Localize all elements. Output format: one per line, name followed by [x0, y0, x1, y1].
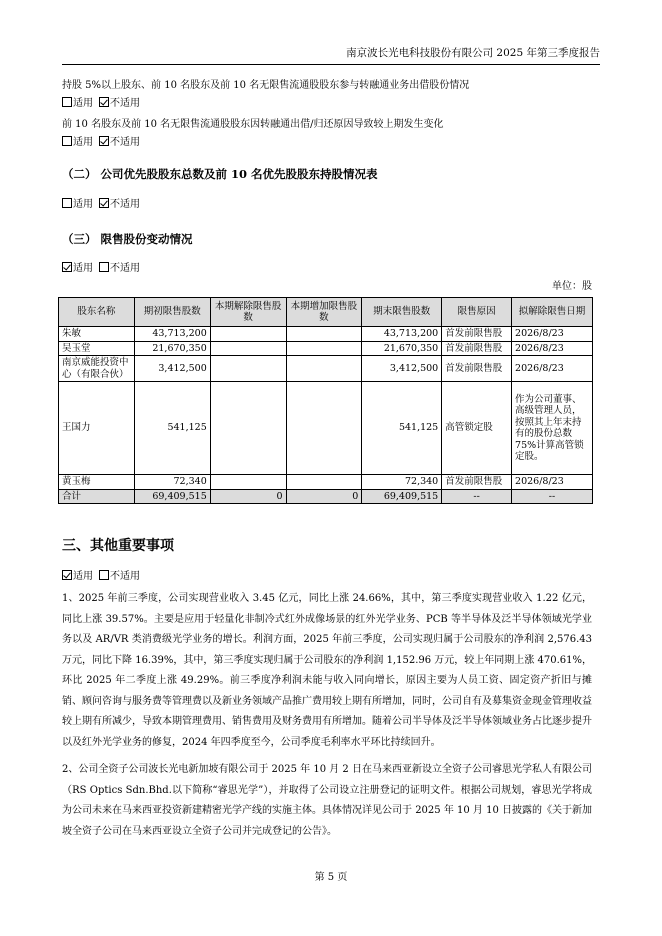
table-row: 吴玉堂 21,670,350 21,670,350 首发前限售股 2026/8/23 — [59, 341, 593, 356]
option-row-5: 适用 不适用 — [62, 570, 140, 584]
table-row: 南京威能投资中心（有限合伙） 3,412,500 3,412,500 首发前限售股 2026/8/23 — [59, 356, 593, 382]
option-row-4: 适用 不适用 — [62, 262, 140, 276]
column-header: 本期增加限售股数 — [286, 298, 362, 327]
intro-line-1: 持股 5%以上股东、前 10 名股东及前 10 名无限售流通股股东参与转融通业务出借股份情况 — [62, 80, 470, 91]
checkbox-unchecked-icon — [99, 262, 109, 272]
checkbox-unchecked-icon — [62, 198, 72, 208]
table-row: 黄玉梅 72,340 72,340 首发前限售股 2026/8/23 — [59, 475, 593, 490]
checkbox-checked-icon — [99, 97, 109, 107]
table-row: 王国力 541,125 541,125 高管锁定股 作为公司董事、高级管理人员，按照其上年末持有的股份总数 75%计算高管锁定股。 — [59, 382, 593, 475]
checkbox-unchecked-icon — [99, 570, 109, 580]
checkbox-unchecked-icon — [62, 136, 72, 146]
option-row-3: 适用 不适用 — [62, 198, 140, 212]
page-number: 第 5 页 — [314, 872, 348, 883]
column-header: 本期解除限售股数 — [210, 298, 286, 327]
checkbox-unchecked-icon — [62, 97, 72, 107]
column-header: 股东名称 — [59, 298, 135, 327]
column-header: 拟解除限售日期 — [512, 298, 593, 327]
option-row-1: 适用 不适用 — [62, 97, 140, 111]
checkbox-checked-icon — [62, 262, 72, 272]
table-header-row — [59, 298, 593, 327]
section-3-title: （三） 限售股份变动情况 — [62, 232, 193, 246]
page-header: 南京波长光电科技股份有限公司 2025 年第三季度报告 — [62, 46, 600, 65]
table-row: 朱敏 43,713,200 43,713,200 首发前限售股 2026/8/23 — [59, 327, 593, 342]
paragraph-1: 1、2025 年前三季度，公司实现营业收入 3.45 亿元，同比上涨 24.66%，其中，第三季度实现营业收入 1.22 亿元，同比上涨 39.57%。主要是应用于轻量化非制冷式红外成像场景的红外光学业务、PCB 等半导体及泛半导体领域光学业务以及 AR/VR 类消费级光学业务的增长。利润方面，2025 年前三季度，公司实现归属于公司股东的净利润 2,576.43 万元，同比下降 16.39%，其中，第三季度实现归属于公司股东的净利润 1,152.96 万元，较上年同期上涨 470.61%，环比 2025 年二季度上涨 49.29%。前三季度净利润未能与收入同向增长，原因主要为人员工资、固定资产折旧与摊销、顾问咨询与服务费等管理费以及新业务领域产品推广费用较上期有所增加，同时，公司自有及募集资金现金管理收益较上期有所减少，导致本期管理费用、销售费用及财务费用有所增加。随着公司半导体及泛半导体领域业务占比逐步提升以及红外光学业务的修复，2024 年四季度至今，公司季度毛利率水平环比持续回升。 — [62, 593, 592, 748]
column-header: 期末限售股数 — [362, 298, 442, 327]
section-2-title: （二） 公司优先股股东总数及前 10 名优先股股东持股情况表 — [62, 167, 378, 181]
restricted-shares-table — [58, 297, 593, 504]
checkbox-checked-icon — [99, 136, 109, 146]
checkbox-checked-icon — [62, 570, 72, 580]
column-header: 限售原因 — [442, 298, 512, 327]
intro-line-2: 前 10 名股东及前 10 名无限售流通股股东因转融通出借/归还原因导致较上期发生变化 — [62, 119, 444, 130]
column-header: 期初限售股数 — [134, 298, 210, 327]
unit-label: 单位：股 — [552, 281, 592, 292]
checkbox-checked-icon — [99, 198, 109, 208]
section-other-title: 三、其他重要事项 — [62, 538, 174, 554]
paragraph-2: 2、公司全资子公司波长光电新加坡有限公司于 2025 年 10 月 2 日在马来西亚新设立全资子公司睿思光学私人有限公司（RS Optics Sdn.Bhd.以下简称“睿思光学”），并取得了公司设立注册登记的证明文件。根据公司规划，睿思光学将成为公司未来在马来西亚投资新建精密光学产线的实施主体。具体情况详见公司于 2025 年 10 月 10 日披露的《关于新加坡全资子公司在马来西亚设立全资子公司并完成登记的公告》。 — [62, 764, 592, 837]
option-row-2: 适用 不适用 — [62, 136, 140, 150]
table-total-row: 合计 69,409,515 0 0 69,409,515 -- -- — [59, 489, 593, 504]
